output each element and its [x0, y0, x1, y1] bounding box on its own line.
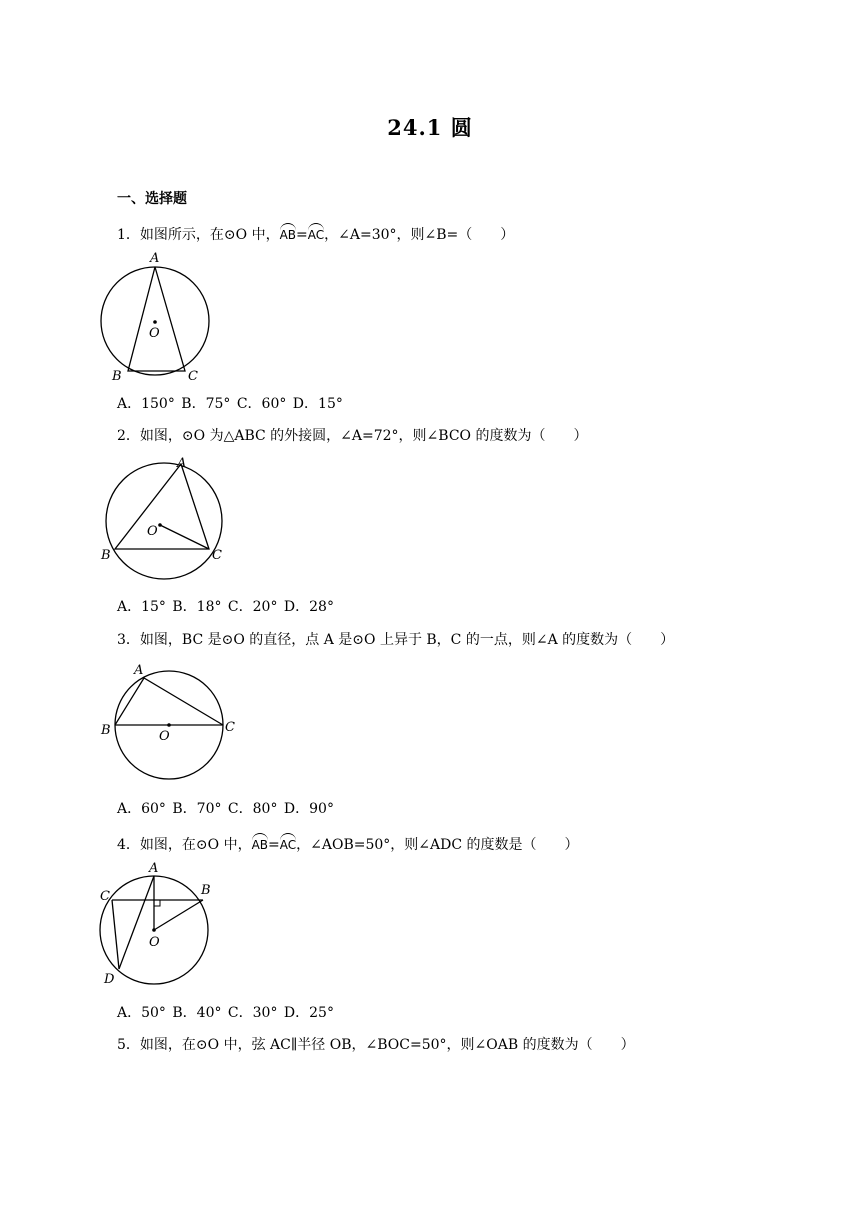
question-1-prefix: 1．如图所示，在⊙O 中，: [117, 227, 280, 243]
question-3-options: A．60° B．70° C．80° D．90°: [117, 801, 334, 817]
label-b: B: [201, 883, 211, 898]
equals-sign: =: [296, 227, 308, 243]
label-b: B: [112, 369, 122, 384]
label-o: O: [159, 729, 170, 744]
question-5: 5．如图，在⊙O 中，弦 AC∥半径 OB，∠BOC=50°，则∠OAB 的度数为（ ）: [117, 1037, 635, 1053]
question-4-suffix: ，∠AOB=50°，则∠ADC 的度数是（ ）: [296, 837, 579, 853]
question-1-suffix: ，∠A=30°，则∠B=（ ）: [324, 227, 515, 243]
question-2: 2．如图，⊙O 为△ABC 的外接圆，∠A=72°，则∠BCO 的度数为（ ）: [117, 428, 588, 444]
arc-ac: AC: [308, 222, 324, 242]
figure-3: [98, 657, 243, 791]
arc-ac: AC: [280, 832, 296, 852]
question-2-options: A．15° B．18° C．20° D．28°: [117, 599, 334, 615]
label-a: A: [134, 663, 144, 678]
question-1-options: A．150° B．75° C．60° D．15°: [117, 396, 343, 412]
page-title: 24.1 圆: [387, 115, 473, 140]
arc-ab: AB: [252, 832, 268, 852]
question-4-options: A．50° B．40° C．30° D．25°: [117, 1005, 334, 1021]
label-a: A: [177, 456, 187, 471]
label-c: C: [225, 720, 235, 735]
figure-2: [98, 455, 228, 589]
question-4-prefix: 4．如图，在⊙O 中，: [117, 837, 252, 853]
figure-1: [98, 250, 218, 389]
label-d: D: [104, 972, 115, 987]
section-heading: 一、选择题: [117, 191, 187, 207]
label-c: C: [188, 369, 198, 384]
question-4: [117, 832, 579, 854]
equals-sign: =: [268, 837, 280, 853]
label-b: B: [101, 548, 111, 563]
label-o: O: [149, 326, 160, 341]
label-a: A: [149, 861, 159, 876]
label-c: C: [100, 889, 110, 904]
label-o: O: [147, 524, 158, 539]
label-c: C: [212, 548, 222, 563]
label-b: B: [101, 723, 111, 738]
arc-ab: AB: [280, 222, 296, 242]
label-o: O: [149, 935, 160, 950]
figure-4: [98, 860, 223, 994]
label-a: A: [150, 251, 160, 266]
question-3: 3．如图，BC 是⊙O 的直径，点 A 是⊙O 上异于 B，C 的一点，则∠A 的度数为（ ）: [117, 632, 675, 648]
question-1: [117, 222, 514, 244]
